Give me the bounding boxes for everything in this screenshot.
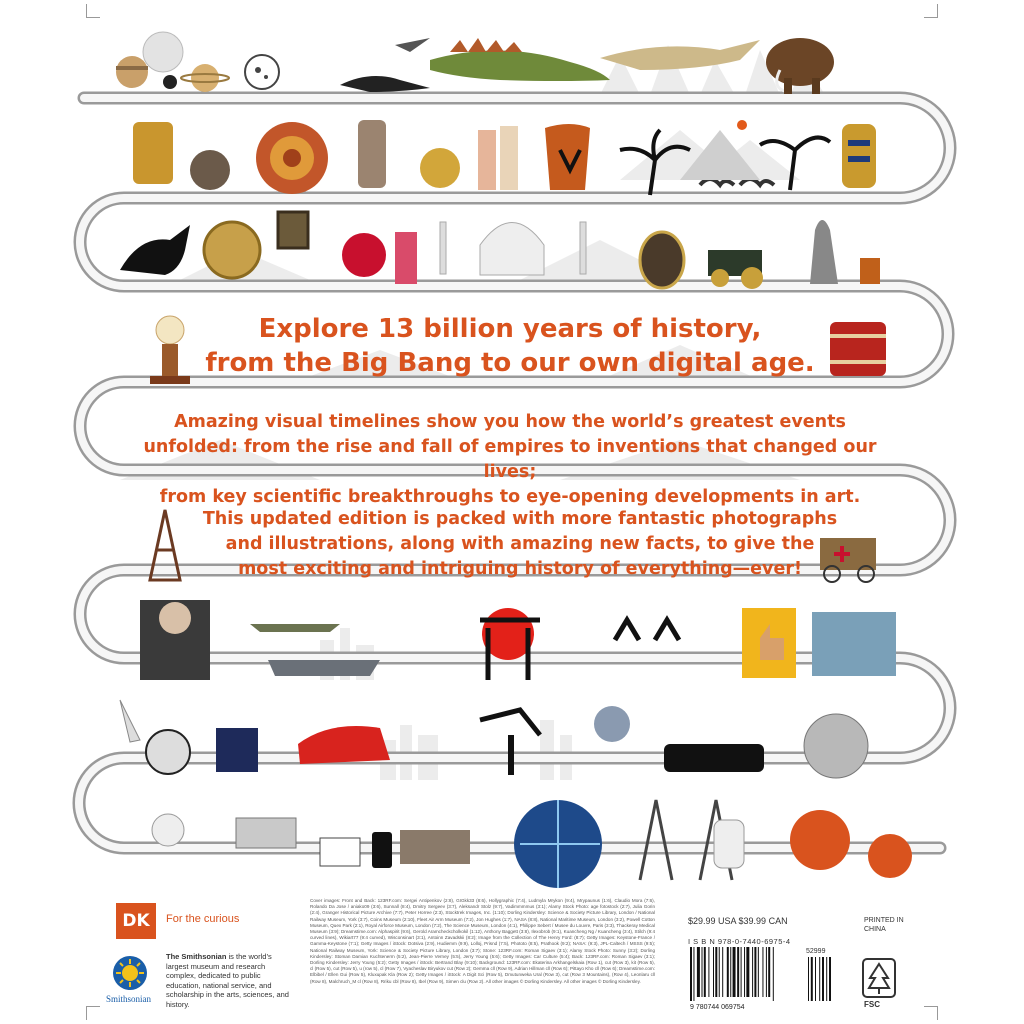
coin-icon [420, 148, 460, 188]
barcode-bar [746, 947, 749, 997]
stegosaurus-icon [430, 50, 610, 81]
smithsonian-wordmark: Smithsonian [106, 994, 152, 1004]
barcode-bar [693, 947, 694, 1001]
printed-in-label: PRINTED IN CHINA [864, 917, 904, 933]
terracotta-warrior-icon [358, 120, 386, 188]
smartphone-icon [372, 832, 392, 868]
row-space-age [120, 700, 868, 778]
warship-icon [268, 660, 380, 676]
blurb-line: from key scientific breakthroughs to eye-opening developments in art. [159, 487, 861, 507]
barcode-bar [762, 947, 763, 997]
planet-icon [116, 56, 148, 88]
barcode-bar [754, 947, 756, 997]
oil-pump-icon [480, 710, 540, 735]
moon-icon [804, 714, 868, 778]
astronaut-icon [152, 814, 184, 846]
bottle-icon [860, 258, 880, 284]
barcode-bar [702, 947, 703, 997]
publisher-tagline: For the curious [166, 913, 240, 925]
barcode-addon-bar [811, 957, 813, 1001]
row-twentieth-century [140, 600, 896, 680]
blurb-line: This updated edition is packed with more fantastic photographs [202, 509, 838, 529]
geisha-icon [395, 232, 417, 284]
smithsonian-description-body: is the world’s largest museum and research complex, dedicated to public education, national service, and scholarship in the arts, sciences, and history. [166, 952, 289, 1009]
dk-logo: DK [116, 903, 156, 939]
helmet-icon [190, 150, 230, 190]
golden-mask-icon [133, 122, 173, 184]
blurb-paragraph [120, 410, 900, 510]
picture-credits: Cover images: Front and Back: 123RF.com: Sergei Antipenkov (2:8), GIGkk33 (8:6), Hollygraphic (7:4), Ludmyla Mrykon (9:4), Mrypaunus (1:6), Claudio Mora (7:6), Rolando Da Jose / aniako09 (3:6), Sunnall (8:4), Dmitry Sergeev (3:7), Aleksandr Stolz (9:7), Vadimmmmus (3:1); Alamy Stock Photo: age fotostock (2:7), Julia Gorin (2:4), Granger Historical Picture Archive (7:7), Peter Horree (2:3), Stocktrek Images, Inc. (1:10); Dorling Kindersley: Science & Society Picture Library, London / National Railway Museum, York (3:7), Coins Museum (2:10), Fleet Air Arm Museum (7:2), Jon Hughes (1:7), NASA (8:8), National Maritime Museum, London (3:2), Powell Cotton Museum, Quex Park (2:1), Royal Airforce Museum, London (7:2), The Science Museum, London (4:1), Philippe Sebert / Musee du Louvre, Paris (3:3), Thackeray Medical Museum (3:9); Dreamstime.com: Alphaspirit (9:6), Gerold Aramcheckcholkokil (1:12), Anthony Baggett (3:8), Ilexobrob (9:1), Kuancheng Ng / Kuancheng (3:4), Stilch (9:4 curved lines), Wikiart77 (9:4 curved), Wisconsinart (3:1), Antoinn Zavadskii (8:2); Image from the Collection of The Henry Ford: (8:7); Getty Images: Keystone-France / Gamma-Keystone (7:1); Getty Images / iStock: Dotsiva (2:9), Hudiemm (9:9), Lolloj, Prisnd (7:5), Phototo (8:5), Prathook (9:2); NASA: (9:3), JPL-Caltech / MSSS (9:5); National Railway Museum, York: Science & Society Picture Library, London (3:7); Stone: 123RF.com: Roman Sigaev (3:1); Alamy Stock Photo: Sunny (3:2); Dorling Kindersley: Stoman Damian Kuchtenerm (5:2), Jean-Pierre Verney (5:5), Jerry Young (5:6); Getty Images: Car Culture (5:4); Back: 123RF.com: Roman Sigaev (3:1); Dorling Kindersley: Jerry Young (5:2); Getty Images / iStock: Bertrand Blay (9:10); Background: 123RF.com: Ekaterina Arkhangelskaia (Row 1), cut (Row 3), kit (Row 5), cl (Row 5), cut (Row 5), u (row 5), cl (Row 7), Vyacheslav Biryukov cut (Row 2); Gemma cll (Row 9), Adrian Hillman cll (Row 6); Pittayo Kho cll (Row 6); Dreamstime.com: Elbibel / Ellen Gui (Row 5), Kluxupak Kla (Row 2); Getty Images / iStock: A Digit Sci (Row 5), Dmutunweka Ural (Row 3), cut (Row 3 Mountains), (Row 4), Leonlaru cll (Row 8), Malchruch_M cl (Row 8), Rriku cbl (Row 8), Ibel (Row 9), Simen clu (Row 2). All other images © Dorling Kindersley. All other images © Dorling Kindersley. [310, 898, 655, 984]
smithsonian-sun-logo-icon [112, 955, 148, 991]
dinosaur-silhouette-icon [340, 76, 430, 92]
planet-icon [163, 75, 177, 89]
barcode-bar [690, 947, 692, 1001]
classic-car-icon [664, 744, 764, 772]
blurb-line: Amazing visual timelines show you how the world’s greatest events [174, 412, 846, 432]
disco-ball-icon [594, 706, 630, 742]
barcode-addon-number: 52999 [806, 948, 826, 955]
portrait-icon [640, 232, 684, 288]
fsc-label: FSC [864, 1000, 880, 1009]
space-telescope-icon [236, 818, 296, 848]
barcode-addon-bar [815, 957, 816, 1001]
floppy-disk-icon [216, 728, 258, 772]
price-label: $29.99 USA $39.99 CAN [688, 916, 788, 926]
headline-line: Explore 13 billion years of history, [258, 314, 762, 344]
barcode-bar [715, 947, 717, 997]
blurb-line: unfolded: from the rise and fall of empires to inventions that changed our lives; [143, 437, 877, 482]
barcode-bar [697, 947, 700, 997]
barcode-bar [758, 947, 759, 997]
space-shuttle-icon [120, 700, 140, 742]
virus-icon [868, 834, 912, 878]
isbn-label: I S B N 978-0-7440-6975-4 [688, 937, 791, 946]
blurb-paragraph [150, 507, 890, 582]
barcode-addon-bar [819, 957, 820, 1001]
statue-icon [810, 220, 838, 284]
barcode-addon-bar [808, 957, 809, 1001]
barcode-addon-bar [829, 957, 831, 1001]
barcode-bar [752, 947, 753, 997]
barcode-bar [727, 947, 729, 997]
headline-line: from the Big Bang to our own digital age. [205, 348, 815, 378]
row-digital-age [152, 800, 912, 888]
taj-mahal-icon [480, 223, 544, 276]
smithsonian-description-lead: The Smithsonian [166, 952, 227, 961]
umbrella-icon [342, 233, 386, 277]
planet-icon [191, 64, 219, 92]
fsc-tree-logo-icon [862, 958, 896, 1002]
barcode-bar [719, 947, 720, 997]
blurb-line: most exciting and intriguing history of everything—ever! [238, 559, 802, 579]
barcode-bar [773, 947, 774, 1001]
isbn-barcode [688, 947, 848, 1011]
band-photo-icon [812, 612, 896, 676]
barcode-bar [744, 947, 745, 997]
barcode-bar [704, 947, 706, 997]
row-medieval-industrial [120, 212, 880, 289]
globe-icon [146, 730, 190, 774]
laptop-icon [320, 838, 360, 866]
astrolabe-icon [204, 222, 260, 278]
barcode-bar [766, 947, 767, 997]
barcode-addon-bar [822, 957, 824, 1001]
barcode-bar [737, 947, 739, 997]
horse-rider-icon [120, 225, 190, 275]
blurb-line: and illustrations, along with amazing new facts, to give the [225, 534, 815, 554]
svg-text:9 780744 069754: 9 780744 069754 [690, 1004, 745, 1011]
figures-icon [478, 130, 496, 190]
mona-lisa-icon [278, 212, 308, 248]
greek-vase-icon [545, 124, 590, 190]
headline [160, 312, 860, 380]
musicians-icon [615, 620, 679, 640]
barcode-bar [722, 947, 723, 997]
high-speed-train-icon [298, 726, 390, 764]
robot-icon [714, 820, 744, 868]
barcode-addon-bar [826, 957, 827, 1001]
pterosaur-icon [395, 38, 430, 52]
barcode-bar [730, 947, 731, 997]
barcode-bar [768, 947, 770, 997]
barcode-bar [708, 947, 709, 997]
barcode-bar [733, 947, 736, 997]
barcode-bar [713, 947, 714, 997]
barcode-bar [741, 947, 742, 997]
mars-rover-icon [400, 830, 470, 864]
fighter-plane-icon [250, 624, 340, 632]
virus-icon [790, 810, 850, 870]
smithsonian-description [166, 952, 296, 1009]
cell-icon [245, 55, 279, 89]
